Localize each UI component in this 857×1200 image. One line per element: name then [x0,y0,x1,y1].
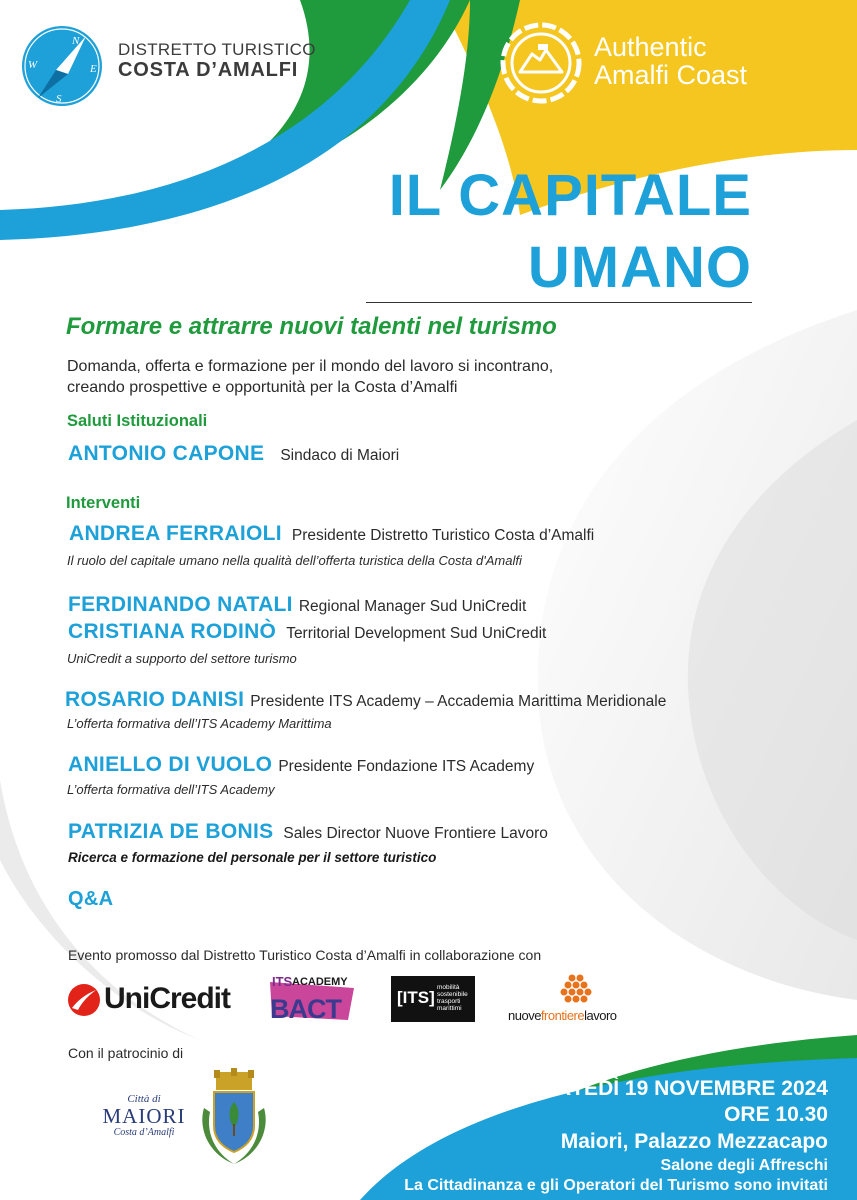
intro-line2: creando prospettive e opportunità per la Costa d’Amalfi [67,379,458,396]
event-details [404,1076,828,1196]
speaker-role: Presidente Distretto Turistico Costa d’Amalfi [291,527,595,544]
brand-line2: Amalfi Coast [594,60,748,90]
title-line1: IL CAPITALE [388,163,752,228]
event-room: Salone degli Affreschi [660,1157,828,1174]
interventi-heading: Interventi [66,494,141,512]
unicredit-wordmark: UniCredit [104,982,230,1015]
speaker-role: Sales Director Nuove Frontiere Lavoro [283,825,548,842]
promo-text: Evento promosso dal Distretto Turistico Costa d’Amalfi in collaborazione con [68,947,542,963]
brand-line1: Authentic [594,32,707,62]
speaker-row [69,522,594,546]
event-date: MARTEDÌ 19 NOVEMBRE 2024 [523,1077,828,1100]
compass-logo [20,24,104,108]
nfl-wordmark-part: lavoro [584,1008,617,1023]
title-line2: UMANO [527,235,752,300]
svg-text:W: W [28,59,38,71]
speaker-name: FERDINANDO NATALI [68,593,293,616]
intro-line1: Domanda, offerta e formazione per il mondo del lavoro si incontrano, [67,358,554,375]
svg-text:S: S [56,93,62,105]
talk-topic: L’offerta formativa dell’ITS Academy Marittima [67,716,332,731]
speaker-role: Sindaco di Maiori [280,447,400,464]
event-invite: La Cittadinanza e gli Operatori del Turismo sono invitati [404,1177,828,1194]
its-mobilita-desc: mobilità sostenibile trasporti marittimi [437,984,468,1012]
speaker-role: Regional Manager Sud UniCredit [298,598,527,615]
city-region: Costa d’Amalfi [113,1127,175,1138]
svg-text:N: N [72,35,80,47]
event-intro [67,356,553,398]
speaker-name: ROSARIO DANISI [65,688,245,711]
nfl-wordmark [508,1008,617,1023]
speaker-role: Presidente Fondazione ITS Academy [278,758,535,775]
unicredit-logo [66,980,238,1020]
its-label: ITS [272,974,293,989]
unicredit-mark-icon [66,982,102,1018]
brand-name [594,33,747,89]
talk-topic: Il ruolo del capitale umano nella qualità dell’offerta turistica della Costa d'Amalfi [67,553,522,568]
its-academy-label: ACADEMY [292,976,348,988]
district-name [118,39,316,81]
svg-text:E: E [90,63,97,75]
its-academy-bact-logo [268,974,356,1026]
talk-topic: Ricerca e formazione del personale per il settore turistico [68,850,437,865]
its-mobilita-label: [ITS] [397,988,435,1007]
event-time: ORE 10.30 [724,1103,828,1126]
speaker-name: PATRIZIA DE BONIS [68,820,274,843]
nuove-frontiere-lavoro-logo [508,974,653,1026]
event-subtitle: Formare e attrarre nuovi talenti nel turismo [66,313,557,340]
saluti-heading: Saluti Istituzionali [67,412,208,430]
speaker-row [68,820,548,844]
district-line2: COSTA D’AMALFI [118,59,299,81]
patronage-text: Con il patrocinio di [68,1045,184,1061]
speaker-row [68,593,526,617]
city-name: MAIORI [102,1104,186,1128]
nfl-wordmark-part: nuove [508,1008,541,1023]
speaker-role: Territorial Development Sud UniCredit [286,625,547,642]
its-bact-label: BACT [270,994,341,1024]
talk-topic: UniCredit a supporto del settore turismo [67,651,297,666]
speaker-row [68,620,546,644]
nfl-dots-icon [560,974,596,1006]
its-mobilita-logo [391,976,475,1022]
qa-label: Q&A [68,888,114,910]
saluti-speaker [68,442,399,466]
speaker-role: Presidente ITS Academy – Accademia Marittima Meridionale [250,693,667,710]
speaker-name: ANTONIO CAPONE [68,442,265,465]
speaker-row [68,753,534,777]
title-divider [366,302,752,303]
speaker-name: CRISTIANA RODINÒ [68,620,277,643]
speaker-name: ANIELLO DI VUOLO [68,753,273,776]
speaker-name: ANDREA FERRAIOLI [69,522,282,545]
speaker-row [65,688,666,712]
maiori-city-logo [102,1093,186,1138]
city-of-label: Città di [127,1093,161,1105]
authentic-seal-icon [498,20,584,106]
event-venue: Maiori, Palazzo Mezzacapo [560,1130,828,1153]
event-title [389,160,752,304]
district-line1: DISTRETTO TURISTICO [118,40,316,59]
nfl-wordmark-part: frontiere [540,1008,585,1023]
maiori-crest-icon [194,1068,274,1170]
talk-topic: L’offerta formativa dell’ITS Academy [67,782,275,797]
